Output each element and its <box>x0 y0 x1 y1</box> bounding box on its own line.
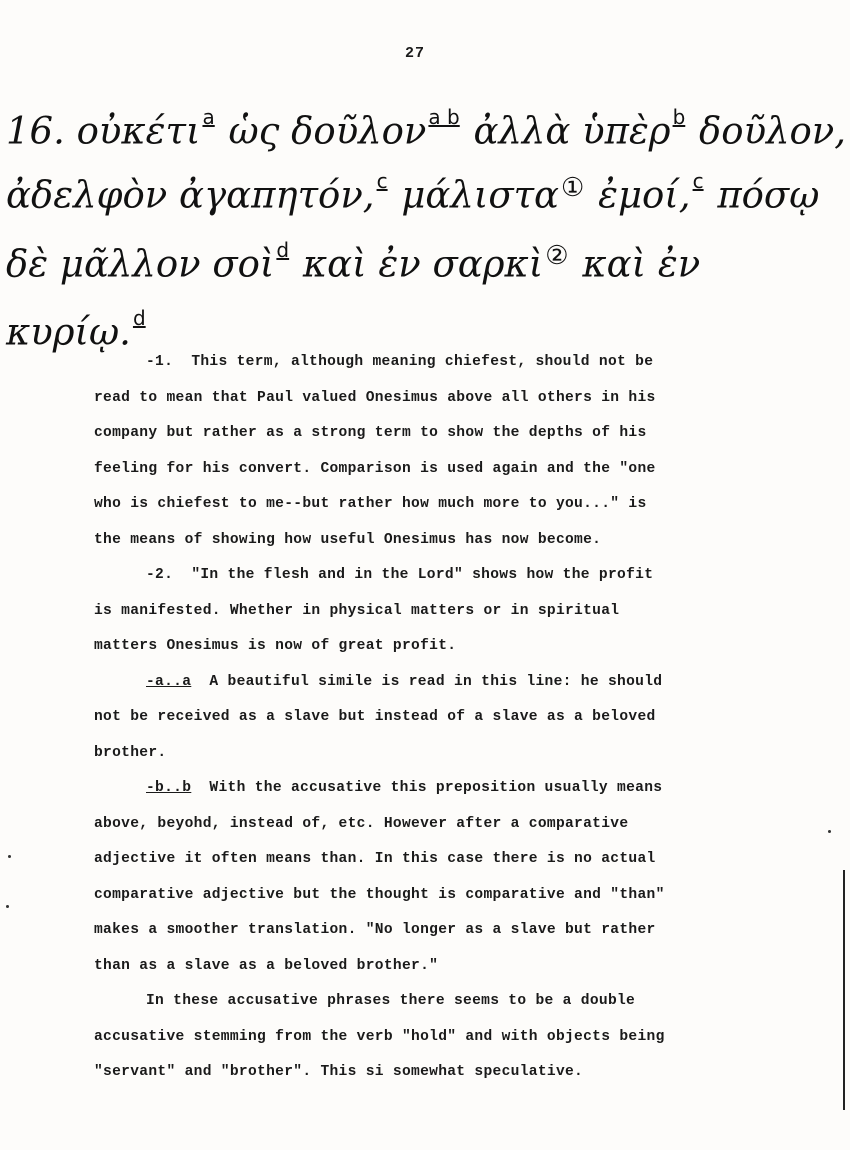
footnote-marker: c <box>692 169 704 194</box>
note-line: "servant" and "brother". This si somewhat speculative. <box>94 1064 584 1080</box>
greek-text: κυρίῳ. <box>6 310 131 354</box>
note-line: makes a smoother translation. "No longer as a slave but rather <box>94 922 656 938</box>
note-line: above, beyohd, instead of, etc. However after a comparative <box>94 815 629 832</box>
note-line: accusative stemming from the verb "hold" and with objects being <box>94 1028 665 1045</box>
note-label: -a..a <box>146 673 192 690</box>
footnote-marker: b <box>672 105 686 129</box>
greek-text: ἐμοί, <box>598 173 691 217</box>
greek-text: ὡς δοῦλον <box>228 109 427 153</box>
note-line: than as a slave as a beloved brother." <box>94 957 439 974</box>
footnote-marker: c <box>376 169 388 194</box>
greek-text: καὶ ἐν <box>582 241 701 285</box>
note-label: -2. <box>146 567 174 583</box>
note-2 <box>94 558 744 665</box>
footnote-marker: d <box>276 237 290 262</box>
note-line: is manifested. Whether in physical matters or in spiritual <box>94 602 620 619</box>
greek-verse-handwritten <box>6 95 847 360</box>
note-a <box>94 665 744 772</box>
note-line: With the accusative this preposition usually means <box>209 780 663 796</box>
greek-text: ἀδελφὸν ἀγαπητόν, <box>6 173 375 217</box>
greek-text: πόσῳ <box>717 173 820 217</box>
greek-text: καὶ ἐν σαρκὶ <box>302 241 544 285</box>
greek-text: δὲ μᾶλλον σοὶ <box>6 241 275 285</box>
note-line: This term, although meaning chiefest, should not be <box>191 354 654 370</box>
footnote-marker: a <box>202 105 215 129</box>
scan-speck <box>828 830 831 833</box>
greek-line-3 <box>6 228 836 296</box>
note-line: feeling for his convert. Comparison is used again and the "one <box>94 460 656 477</box>
note-line: read to mean that Paul valued Onesimus above all others in his <box>94 389 656 406</box>
greek-text: ἀλλὰ ὑπὲρ <box>473 109 671 153</box>
circled-note-1: ① <box>561 172 585 203</box>
scan-edge-line <box>843 870 845 1110</box>
note-closing <box>94 984 744 1091</box>
note-line: In these accusative phrases there seems to be a double <box>146 993 636 1009</box>
note-line: who is chiefest to me--but rather how much more to you..." is <box>94 496 647 512</box>
commentary <box>94 345 744 1091</box>
greek-line-2 <box>6 159 836 227</box>
greek-text: 16. οὐκέτι <box>6 109 201 153</box>
note-line: the means of showing how useful Onesimus has now become. <box>94 531 602 548</box>
note-line: matters Onesimus is now of great profit. <box>94 638 457 654</box>
note-line: company but rather as a strong term to show the depths of his <box>94 425 647 441</box>
scan-speck <box>6 905 9 908</box>
note-line: A beautiful simile is read in this line: he should <box>209 673 663 690</box>
note-line: not be received as a slave but instead of a slave as a beloved <box>94 709 656 725</box>
note-b <box>94 771 744 984</box>
greek-text: δοῦλον, <box>699 109 847 153</box>
scan-speck <box>8 855 11 858</box>
note-line: adjective it often means than. In this case there is no actual <box>94 851 656 867</box>
circled-note-2: ② <box>545 240 569 271</box>
note-line: comparative adjective but the thought is comparative and "than" <box>94 886 665 903</box>
greek-line-1 <box>6 95 847 159</box>
note-line: brother. <box>94 744 167 761</box>
note-1 <box>94 345 744 558</box>
note-label: -1. <box>146 354 174 370</box>
page-number: 27 <box>405 45 426 62</box>
footnote-marker: a b <box>428 105 460 129</box>
greek-text: μάλιστα <box>401 173 560 217</box>
note-label: -b..b <box>146 780 192 796</box>
note-line: "In the flesh and in the Lord" shows how the profit <box>191 567 654 583</box>
footnote-marker: d <box>132 305 146 330</box>
